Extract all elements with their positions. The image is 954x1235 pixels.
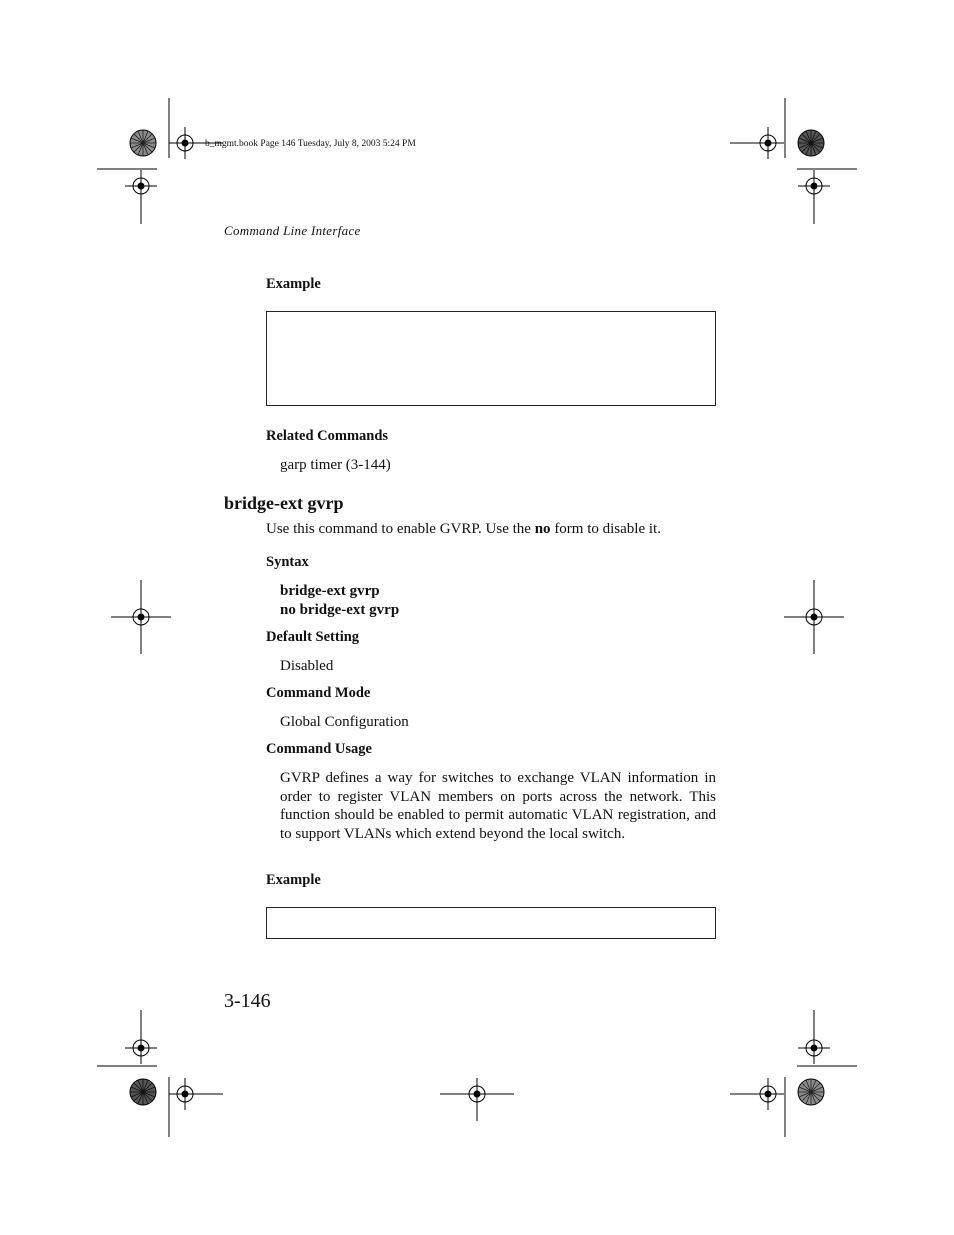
description-text-end: form to disable it. — [550, 521, 661, 537]
syntax-heading: Syntax — [266, 554, 309, 570]
default-setting-heading: Default Setting — [266, 629, 360, 645]
no-keyword: no — [534, 521, 551, 537]
page-number: 3-146 — [224, 990, 271, 1012]
default-setting-value: Disabled — [280, 658, 334, 674]
command-usage-text: GVRP defines a way for switches to exchange VLAN information in order to register VLAN members on ports across the network. This function should be enabled to permit automatic VLAN registration, and to support VLANs which extend beyond the local switch. — [280, 770, 716, 842]
related-command-ref: garp timer (3-144) — [280, 457, 391, 473]
example-code-box-2 — [266, 907, 716, 939]
command-usage-heading: Command Usage — [266, 741, 372, 757]
command-description — [266, 520, 661, 539]
related-commands-heading: Related Commands — [266, 428, 389, 444]
print-slug: b_mgmt.book Page 146 Tuesday, July 8, 2003 5:24 PM — [205, 139, 416, 149]
command-mode-value: Global Configuration — [280, 714, 409, 730]
command-mode-heading: Command Mode — [266, 685, 371, 701]
example-code-box — [266, 311, 716, 406]
description-text: Use this command to enable GVRP. Use the — [266, 521, 535, 537]
syntax-line: bridge-ext gvrp — [280, 583, 380, 599]
example-heading-2: Example — [266, 872, 321, 888]
running-head: Command Line Interface — [224, 223, 361, 238]
section-title: bridge-ext gvrp — [224, 493, 344, 513]
syntax-line-no: no bridge-ext gvrp — [280, 602, 400, 618]
example-heading: Example — [266, 276, 321, 292]
